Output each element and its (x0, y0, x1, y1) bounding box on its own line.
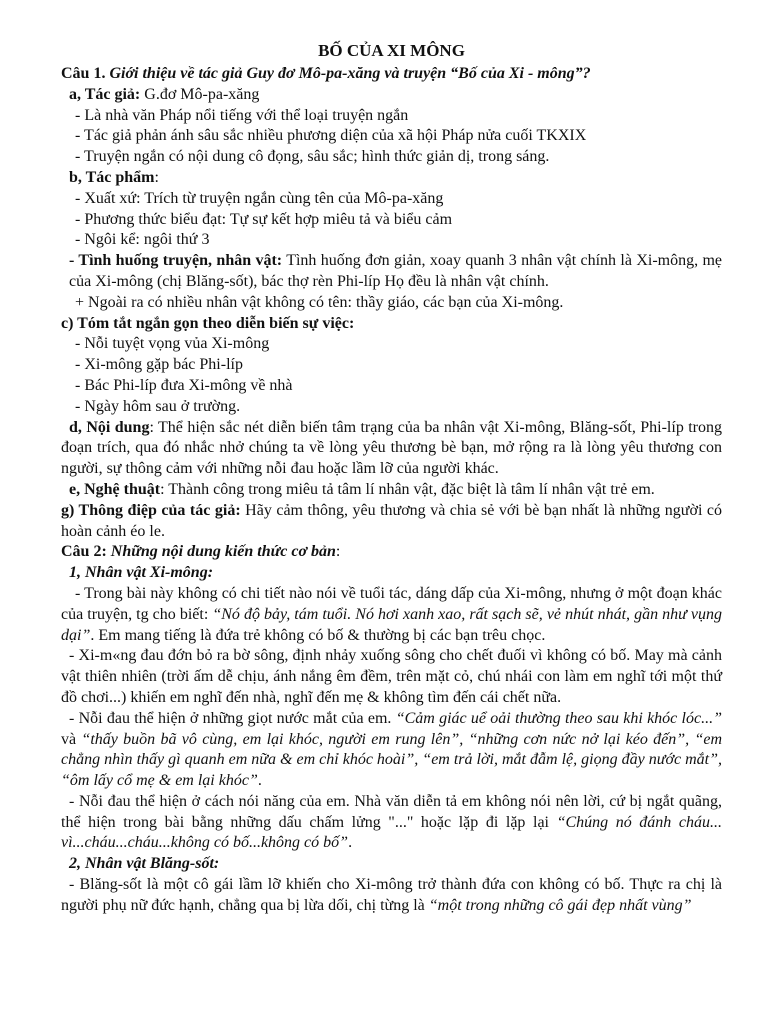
situation-text: Tình huống đơn giản, xoay quanh 3 nhân vật chính là Xi-mông, mẹ của Xi-mông (chị Blăng-sốt), bác thợ rèn Phi-líp Họ đều là nhân vật chính. (69, 252, 722, 290)
section-g-label: g) Thông điệp của tác giả: (61, 501, 241, 519)
summary-item: - Nỗi tuyệt vọng vủa Xi-mông (75, 335, 270, 353)
section-e-text: : Thành công trong miêu tả tâm lí nhân vật, đặc biệt là tâm lí nhân vật trẻ em. (160, 480, 655, 498)
p1-quote: “Nó độ bảy, tám tuổi. Nó hơi xanh xao, rất sạch sẽ, vẻ nhút nhát, gần như vụng dại” (61, 605, 722, 644)
summary-item: - Xi-mông gặp bác Phi-líp (75, 356, 243, 374)
p4-end: . (348, 834, 353, 852)
section-c-heading: c) Tóm tắt ngắn gọn theo diễn biến sự việc: (61, 314, 355, 332)
section-a-item: - Là nhà văn Pháp nổi tiếng với thể loại truyện ngắn (75, 106, 409, 124)
p3-and: và (61, 730, 82, 748)
section-a-label: a, Tác giả: (69, 85, 141, 103)
character-1-heading: 1, Nhân vật Xi-mông: (69, 564, 214, 582)
question-1-label: Câu 1. (61, 65, 106, 82)
section-d-text: : Thể hiện sắc nét diễn biến tâm trạng của ba nhân vật Xi-mông, Blăng-sốt, Phi-líp trong đoạn trích, qua đó nhắc nhở chúng ta về lòng yêu thương bè bạn, mở rộng ra là lòng yêu thương con người, sự thông cảm với những nỗi đau hoặc lầm lỡ của người khác. (61, 418, 723, 478)
summary-item: - Bác Phi-líp đưa Xi-mông về nhà (75, 376, 293, 394)
p1-end: . Em mang tiếng là đứa trẻ không có bố & thường bị các bạn trêu chọc. (90, 626, 546, 644)
p1-text: - Trong bài này không có chi tiết nào nói về tuổi tác, dáng dấp của Xi-mông, nhưng ở một đoạn khác của truyện, tg cho biết: (61, 584, 722, 623)
section-e-paragraph (61, 480, 722, 501)
summary-item: - Ngày hôm sau ở trường. (75, 397, 241, 415)
section-b-colon: : (154, 168, 159, 186)
section-g-text: Hãy cảm thông, yêu thương và chia sẻ với bè bạn nhất là những người có hoàn cảnh éo le. (61, 501, 723, 540)
section-a-item: - Tác giả phản ánh sâu sắc nhiều phương diện của xã hội Pháp nửa cuối TKXIX (75, 127, 587, 145)
question-1-text: Giới thiệu về tác giả Guy đơ Mô-pa-xăng và truyện “Bố của Xi - mông”? (109, 65, 591, 82)
question-2-label: Câu 2: (61, 543, 107, 561)
question-2-colon: : (335, 543, 341, 561)
section-d-label: d, Nội dung (69, 418, 150, 436)
section-g-paragraph (61, 501, 722, 543)
question-2-text: Những nội dung kiến thức cơ bản (110, 543, 336, 561)
p3-quote-1: “Cảm giác uể oải thường theo sau khi khóc lóc...” (395, 709, 722, 727)
section-a-item: - Truyện ngắn có nội dung cô đọng, sâu sắc; hình thức giản dị, trong sáng. (75, 148, 550, 166)
p4-text: - Nỗi đau thể hiện ở cách nói năng của em. Nhà văn diễn tả em không nói nên lời, cứ bị ngắt quãng, thể hiện trong bài bằng những dấu chấm lửng "..." hoặc lặp đi lặp lại (61, 792, 722, 831)
s2-p1-text: - Blăng-sốt là một cô gái lầm lỡ khiến cho Xi-mông trở thành đứa con không có bố. Thực ra chị là người phụ nữ đức hạnh, chẳng qua bị lừa dối, chị từng là (61, 876, 722, 914)
p3-quote-2: “thấy buồn bã vô cùng, em lại khóc, người em rung lên”, “những cơn nức nở lại kéo đến”, “em chẳng nhìn thấy gì quanh em nữa & em chỉ khóc hoài”, “em trả lời, mắt đẫm lệ, giọng đầy nước mắt”, “ôm lấy cổ mẹ & em lại khóc” (61, 730, 723, 790)
section-b-item: - Xuất xứ: Trích từ truyện ngắn cùng tên của Mô-pa-xăng (75, 189, 444, 207)
character-2-paragraph-1 (61, 875, 722, 917)
section-a-heading (61, 85, 722, 106)
other-characters-line: + Ngoài ra có nhiều nhân vật không có tên: thầy giáo, các bạn của Xi-mông. (75, 293, 564, 311)
p3-end: . (257, 772, 262, 790)
question-2 (61, 542, 722, 563)
section-b-heading (61, 168, 722, 189)
question-1 (61, 64, 722, 85)
p4-quote: “Chúng nó đánh cháu... vì...cháu...cháu...không có bố...không có bố” (61, 813, 722, 852)
situation-paragraph (61, 251, 722, 293)
character-1-paragraph-4 (61, 792, 722, 854)
character-1-paragraph-1 (61, 584, 722, 646)
character-1-paragraph-3 (61, 709, 722, 792)
situation-label: - Tình huống truyện, nhân vật: (69, 252, 283, 270)
section-b-label: b, Tác phẩm (69, 168, 155, 186)
p3-text: - Nỗi đau thể hiện ở những giọt nước mắt của em. (69, 709, 396, 727)
section-a-value: G.đơ Mô-pa-xăng (140, 85, 260, 103)
section-b-item: - Ngôi kể: ngôi thứ 3 (75, 231, 210, 249)
document-title: BỐ CỦA XI MÔNG (318, 41, 465, 60)
section-d-paragraph (61, 418, 722, 480)
section-e-label: e, Nghệ thuật (69, 480, 161, 498)
character-2-heading: 2, Nhân vật Blăng-sốt: (69, 855, 220, 873)
character-1-paragraph-2: - Xi-m«ng đau đớn bỏ ra bờ sông, định nhảy xuống sông cho chết đuối vì không có bố. May mà cảnh vật thiên nhiên (trời ấm dễ chịu, ánh nắng êm đềm, trên mặt cỏ, chú nhái con làm em nghĩ tới một thứ đồ chơi...) khiến em nghĩ đến nhà, nghĩ đến mẹ & không tìm đến cái chết nữa. (61, 647, 722, 706)
section-b-item: - Phương thức biểu đạt: Tự sự kết hợp miêu tả và biểu cảm (75, 210, 453, 228)
s2-p1-quote: “một trong những cô gái đẹp nhất vùng” (428, 896, 692, 914)
